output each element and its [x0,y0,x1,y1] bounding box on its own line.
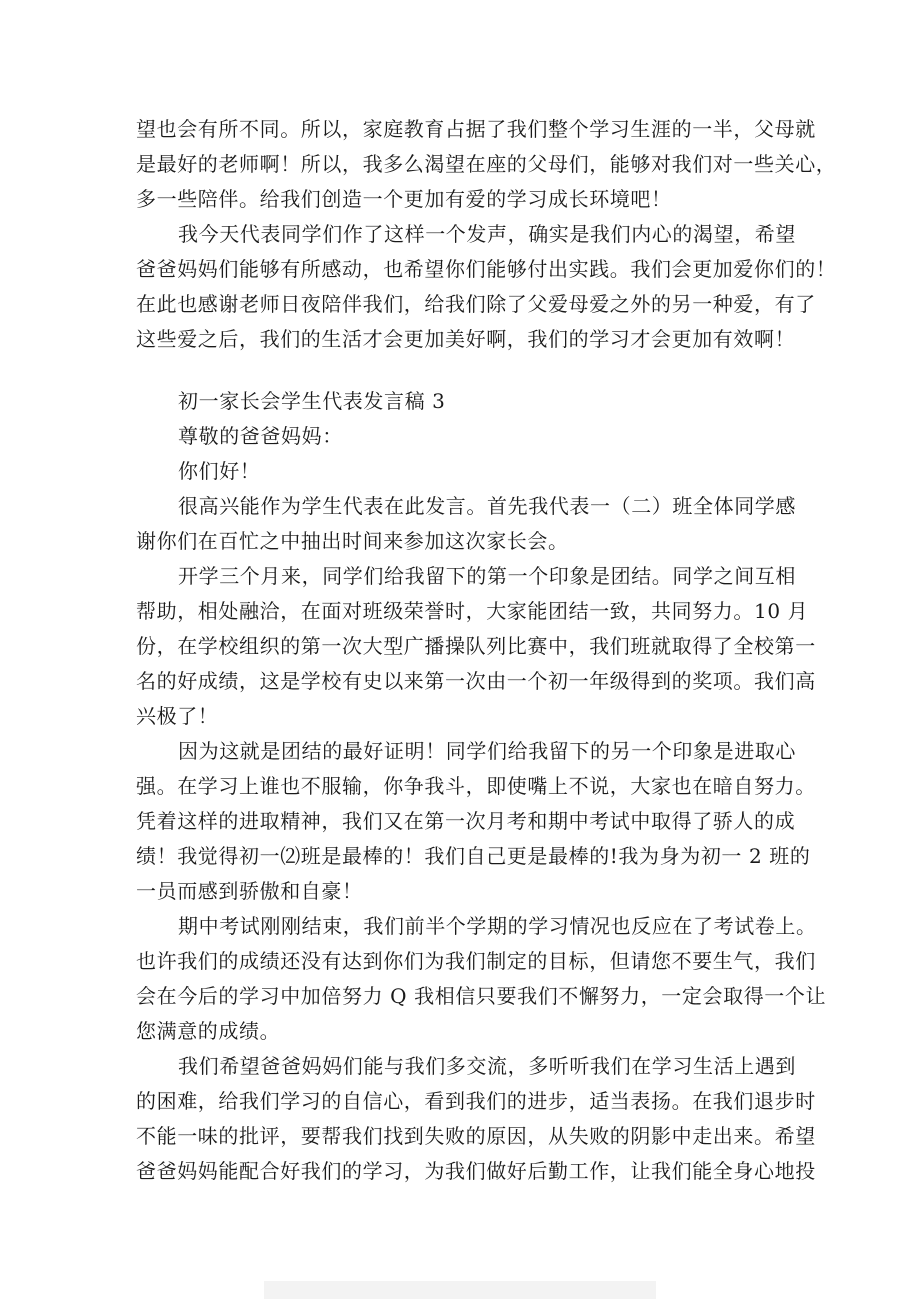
text-line: 多一些陪伴。给我们创造一个更加有爱的学习成长环境吧！ [136,187,672,211]
text-line: 很高兴能作为学生代表在此发言。首先我代表一（二）班全体同学感 [178,494,796,518]
text-line: 爸爸妈妈们能够有所感动，也希望你们能够付出实践。我们会更加爱你们的！ [136,257,837,281]
text-line: 不能一味的批评，要帮我们找到失败的原因，从失败的阴影中走出来。希望 [136,1124,816,1148]
text-line: 我今天代表同学们作了这样一个发声，确实是我们内心的渴望，希望 [178,222,796,246]
salutation: 尊敬的爸爸妈妈： [178,424,343,448]
text-line: 一员而感到骄傲和自豪！ [136,879,363,903]
footer-bar [264,1281,656,1299]
text-line: 凭着这样的进取精神，我们又在第一次月考和期中考试中取得了骄人的成 [136,809,796,833]
text-line: 在此也感谢老师日夜陪伴我们，给我们除了父爱母爱之外的另一种爱，有了 [136,292,816,316]
text-line: 是最好的老师啊！所以，我多么渴望在座的父母们，能够对我们对一些关心， [136,152,837,176]
text-line: 会在今后的学习中加倍努力 Q 我相信只要我们不懈努力，一定会取得一个让 [136,984,827,1008]
text-line: 名的好成绩，这是学校有史以来第一次由一个初一年级得到的奖项。我们高 [136,669,816,693]
text-line: 因为这就是团结的最好证明！同学们给我留下的另一个印象是进取心 [178,739,796,763]
text-line: 强。在学习上谁也不服输，你争我斗，即使嘴上不说，大家也在暗自努力。 [136,774,816,798]
text-line: 绩！我觉得初一⑵班是最棒的！我们自己更是最棒的!我为身为初一 2 班的 [136,844,811,868]
text-line: 您满意的成绩。 [136,1019,281,1043]
text-line: 帮助，相处融洽，在面对班级荣誉时，大家能团结一致，共同努力。10 月 [136,599,809,623]
greeting: 你们好！ [178,459,261,483]
text-line: 开学三个月来，同学们给我留下的第一个印象是团结。同学之间互相 [178,564,796,588]
section-title: 初一家长会学生代表发言稿 3 [178,389,446,413]
text-line: 期中考试刚刚结束，我们前半个学期的学习情况也反应在了考试卷上。 [178,914,817,938]
text-line: 兴极了！ [136,704,219,728]
text-line: 望也会有所不同。所以，家庭教育占据了我们整个学习生涯的一半，父母就 [136,117,816,141]
text-line: 的困难，给我们学习的自信心，看到我们的进步，适当表扬。在我们退步时 [136,1089,816,1113]
text-line: 谢你们在百忙之中抽出时间来参加这次家长会。 [136,529,569,553]
text-line: 这些爱之后，我们的生活才会更加美好啊，我们的学习才会更加有效啊！ [136,327,796,351]
text-line: 也许我们的成绩还没有达到你们为我们制定的目标，但请您不要生气，我们 [136,949,816,973]
text-line: 爸爸妈妈能配合好我们的学习，为我们做好后勤工作，让我们能全身心地投 [136,1159,816,1183]
text-line: 我们希望爸爸妈妈们能与我们多交流，多听听我们在学习生活上遇到 [178,1054,796,1078]
text-line: 份，在学校组织的第一次大型广播操队列比赛中，我们班就取得了全校第一 [136,634,816,658]
